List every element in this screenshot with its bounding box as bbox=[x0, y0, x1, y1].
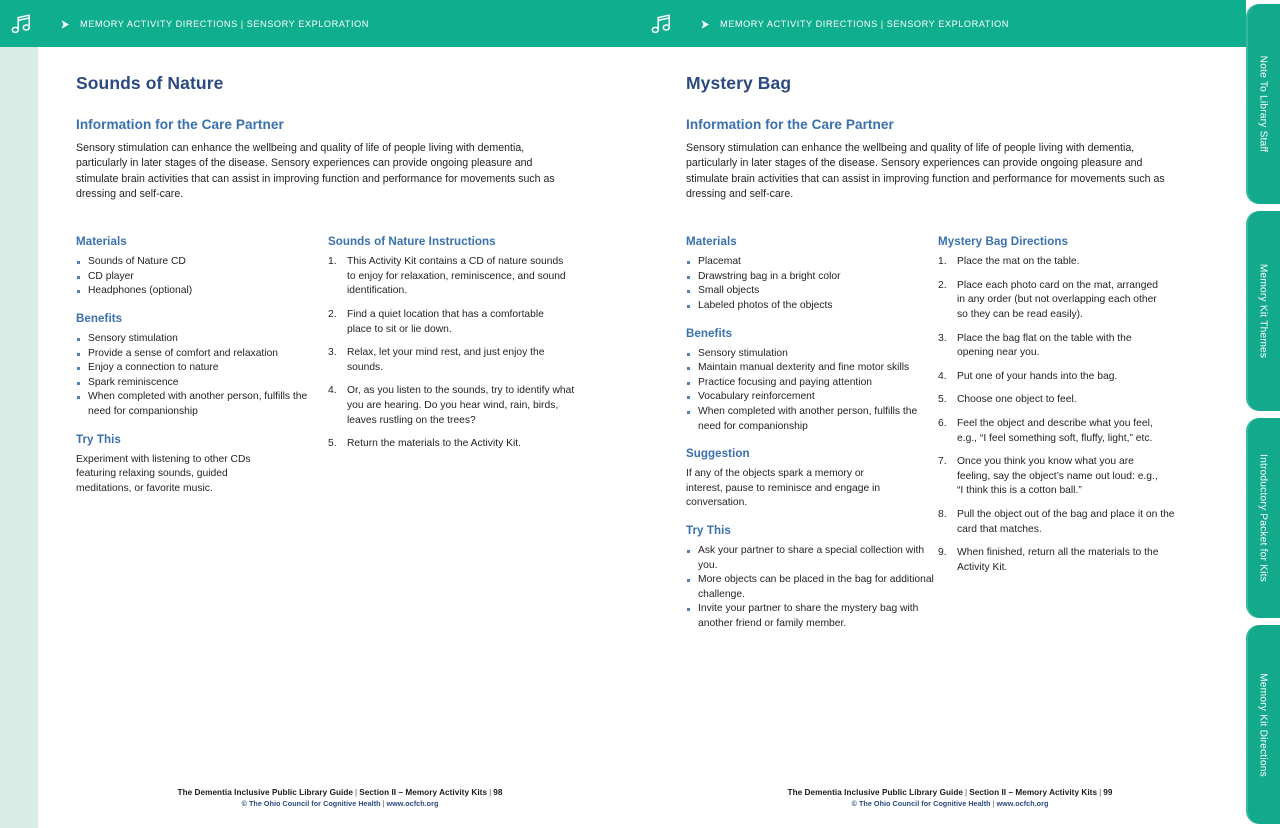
footer-page-number: 99 bbox=[1103, 788, 1113, 797]
section-try-this bbox=[76, 433, 328, 497]
list-item: When finished, return all the materials to the Activity Kit. bbox=[957, 547, 1159, 573]
section-heading: Suggestion bbox=[686, 447, 750, 461]
section-benefits bbox=[686, 327, 938, 435]
footer-separator: | bbox=[355, 788, 358, 797]
try-this-list bbox=[686, 544, 938, 632]
tab-label: Note To Library Staff bbox=[1257, 55, 1269, 153]
left-column bbox=[686, 235, 938, 631]
list-item: Place each photo card on the mat, arranged in any order (but not overlapping each other so they can be read easily). bbox=[957, 279, 1158, 320]
list-item: Feel the object and describe what you feel, e.g., “I feel something soft, fluffy, light,” etc. bbox=[957, 417, 1153, 444]
materials-list bbox=[686, 255, 938, 313]
section-heading: Materials bbox=[76, 235, 127, 249]
music-note-icon bbox=[648, 11, 674, 37]
list-item: This Activity Kit contains a CD of nature sounds to enjoy for relaxation, reminiscence, and sound identification. bbox=[347, 256, 566, 297]
list-item: Enjoy a connection to nature bbox=[76, 361, 328, 376]
right-column bbox=[938, 235, 1214, 631]
section-benefits bbox=[76, 312, 328, 420]
list-item: Small objects bbox=[686, 284, 938, 299]
footer-separator: | bbox=[992, 799, 995, 808]
list-item: When completed with another person, fulfills the need for companionship bbox=[76, 390, 328, 419]
list-item: Pull the object out of the bag and place it on the card that matches. bbox=[957, 508, 1175, 535]
benefits-list bbox=[76, 332, 328, 420]
list-item: Relax, let your mind rest, and just enjoy the sounds. bbox=[347, 347, 545, 373]
breadcrumb-separator: | bbox=[240, 18, 244, 29]
tab-label: Memory Kit Themes bbox=[1257, 263, 1269, 359]
footer-separator: | bbox=[382, 799, 385, 808]
list-item: Sensory stimulation bbox=[76, 332, 328, 347]
list-item: Invite your partner to share the mystery bag with another friend or family member. bbox=[686, 602, 938, 631]
content-columns bbox=[76, 202, 604, 496]
section-materials bbox=[686, 235, 938, 313]
section-try-this bbox=[686, 524, 938, 632]
breadcrumb-primary: MEMORY ACTIVITY DIRECTIONS bbox=[720, 18, 878, 29]
breadcrumb-primary: MEMORY ACTIVITY DIRECTIONS bbox=[80, 18, 238, 29]
section-heading: Materials bbox=[686, 235, 737, 249]
breadcrumb[interactable] bbox=[80, 19, 369, 29]
footer-separator: | bbox=[965, 788, 968, 797]
footer-guide-title: The Dementia Inclusive Public Library Guide bbox=[787, 788, 964, 797]
section-heading: Try This bbox=[76, 432, 121, 446]
list-item: Sensory stimulation bbox=[686, 347, 938, 362]
list-item: Place the mat on the table. bbox=[957, 256, 1080, 268]
section-heading: Sounds of Nature Instructions bbox=[328, 235, 496, 249]
list-item: Return the materials to the Activity Kit. bbox=[347, 438, 521, 450]
page-title: Mystery Bag bbox=[686, 73, 792, 93]
footer-line-1 bbox=[648, 788, 1252, 797]
footer-guide-title: The Dementia Inclusive Public Library Guide bbox=[177, 788, 354, 797]
footer-website[interactable]: www.ocfch.org bbox=[996, 799, 1049, 808]
directions-list bbox=[938, 255, 1214, 575]
page-sounds-of-nature bbox=[38, 47, 642, 828]
sidebar-tab-memory-kit-themes[interactable] bbox=[1246, 211, 1280, 411]
list-item: Spark reminiscence bbox=[76, 376, 328, 391]
sidebar-tab-memory-kit-directions[interactable] bbox=[1246, 625, 1280, 824]
header-right-page bbox=[648, 0, 1009, 47]
list-item: Put one of your hands into the bag. bbox=[957, 370, 1118, 382]
section-directions bbox=[938, 235, 1214, 575]
list-item: Vocabulary reinforcement bbox=[686, 390, 938, 405]
music-note-icon bbox=[8, 11, 34, 37]
care-partner-text: Sensory stimulation can enhance the wellbeing and quality of life of people living with dementia, particularly in later stages of the disease. Sensory experiences can provide ongoing pleasure and stimulate brain activities that can assist in improving function and performance for movements such as dressing and self-care. bbox=[686, 142, 1165, 200]
content-columns bbox=[686, 202, 1214, 631]
care-partner-text: Sensory stimulation can enhance the wellbeing and quality of life of people living with dementia, particularly in later stages of the disease. Sensory experiences can provide ongoing pleasure and stimulate brain activities that can assist in improving function and performance for movements such as dressing and self-care. bbox=[76, 142, 555, 200]
list-item: Placemat bbox=[686, 255, 938, 270]
arrow-right-icon bbox=[700, 19, 711, 30]
header-left-page bbox=[8, 0, 369, 47]
list-item: Labeled photos of the objects bbox=[686, 299, 938, 314]
care-partner-heading: Information for the Care Partner bbox=[76, 117, 284, 132]
list-item: Practice focusing and paying attention bbox=[686, 376, 938, 391]
section-heading: Mystery Bag Directions bbox=[938, 235, 1068, 249]
footer-line-2 bbox=[38, 799, 642, 808]
list-item: Ask your partner to share a special collection with you. bbox=[686, 544, 938, 573]
tab-label: Introductory Packet for Kits bbox=[1257, 454, 1269, 582]
page-footer bbox=[648, 788, 1252, 808]
section-tab-rail bbox=[1246, 0, 1280, 828]
section-heading: Benefits bbox=[686, 326, 733, 340]
footer-line-2 bbox=[648, 799, 1252, 808]
footer-separator: | bbox=[1099, 788, 1102, 797]
list-item: Sounds of Nature CD bbox=[76, 255, 328, 270]
footer-page-number: 98 bbox=[493, 788, 503, 797]
sidebar-tab-introductory-packet-for-kits[interactable] bbox=[1246, 418, 1280, 618]
footer-copyright: © The Ohio Council for Cognitive Health bbox=[851, 799, 991, 808]
section-heading: Try This bbox=[686, 523, 731, 537]
breadcrumb-secondary: SENSORY EXPLORATION bbox=[246, 18, 369, 29]
section-materials bbox=[76, 235, 328, 299]
instructions-list bbox=[328, 255, 604, 452]
list-item: Or, as you listen to the sounds, try to identify what you are hearing. Do you hear wind, rain, birds, leaves rustling on the trees? bbox=[347, 385, 575, 426]
arrow-right-icon bbox=[60, 19, 71, 30]
page-title: Sounds of Nature bbox=[76, 73, 224, 93]
care-partner-heading: Information for the Care Partner bbox=[686, 117, 894, 132]
materials-list bbox=[76, 255, 328, 299]
list-item: CD player bbox=[76, 270, 328, 285]
right-column bbox=[328, 235, 604, 496]
benefits-list bbox=[686, 347, 938, 435]
sidebar-tab-note-to-library-staff[interactable] bbox=[1246, 4, 1280, 204]
list-item: Place the bag flat on the table with the opening near you. bbox=[957, 332, 1132, 359]
footer-section: Section II – Memory Activity Kits bbox=[969, 788, 1098, 797]
list-item: Headphones (optional) bbox=[76, 284, 328, 299]
list-item: Find a quiet location that has a comfortable place to sit or lie down. bbox=[347, 308, 544, 335]
list-item: Maintain manual dexterity and fine motor skills bbox=[686, 361, 938, 376]
list-item: More objects can be placed in the bag for additional challenge. bbox=[686, 573, 938, 602]
breadcrumb-separator: | bbox=[880, 18, 884, 29]
list-item: Drawstring bag in a bright color bbox=[686, 270, 938, 285]
section-heading: Benefits bbox=[76, 311, 123, 325]
try-this-text: Experiment with listening to other CDs featuring relaxing sounds, guided meditations, or favorite music. bbox=[76, 453, 251, 494]
header-band bbox=[0, 0, 1246, 47]
footer-website[interactable]: www.ocfch.org bbox=[386, 799, 439, 808]
list-item: Provide a sense of comfort and relaxation bbox=[76, 347, 328, 362]
page-mystery-bag bbox=[648, 47, 1252, 828]
breadcrumb-secondary: SENSORY EXPLORATION bbox=[886, 18, 1009, 29]
suggestion-text: If any of the objects spark a memory or interest, pause to reminisce and engage in conversation. bbox=[686, 468, 881, 509]
tab-label: Memory Kit Directions bbox=[1257, 672, 1269, 777]
footer-section: Section II – Memory Activity Kits bbox=[359, 788, 488, 797]
left-column bbox=[76, 235, 328, 496]
footer-line-1 bbox=[38, 788, 642, 797]
section-suggestion bbox=[686, 447, 938, 511]
breadcrumb[interactable] bbox=[720, 19, 1009, 29]
footer-copyright: © The Ohio Council for Cognitive Health bbox=[241, 799, 381, 808]
left-edge-strip bbox=[0, 47, 38, 828]
section-instructions bbox=[328, 235, 604, 452]
footer-separator: | bbox=[489, 788, 492, 797]
list-item: Once you think you know what you are feeling, say the object’s name out loud: e.g., “I think this is a cotton ball.” bbox=[957, 456, 1158, 497]
list-item: When completed with another person, fulfills the need for companionship bbox=[686, 405, 938, 434]
page-footer bbox=[38, 788, 642, 808]
list-item: Choose one object to feel. bbox=[957, 394, 1077, 406]
